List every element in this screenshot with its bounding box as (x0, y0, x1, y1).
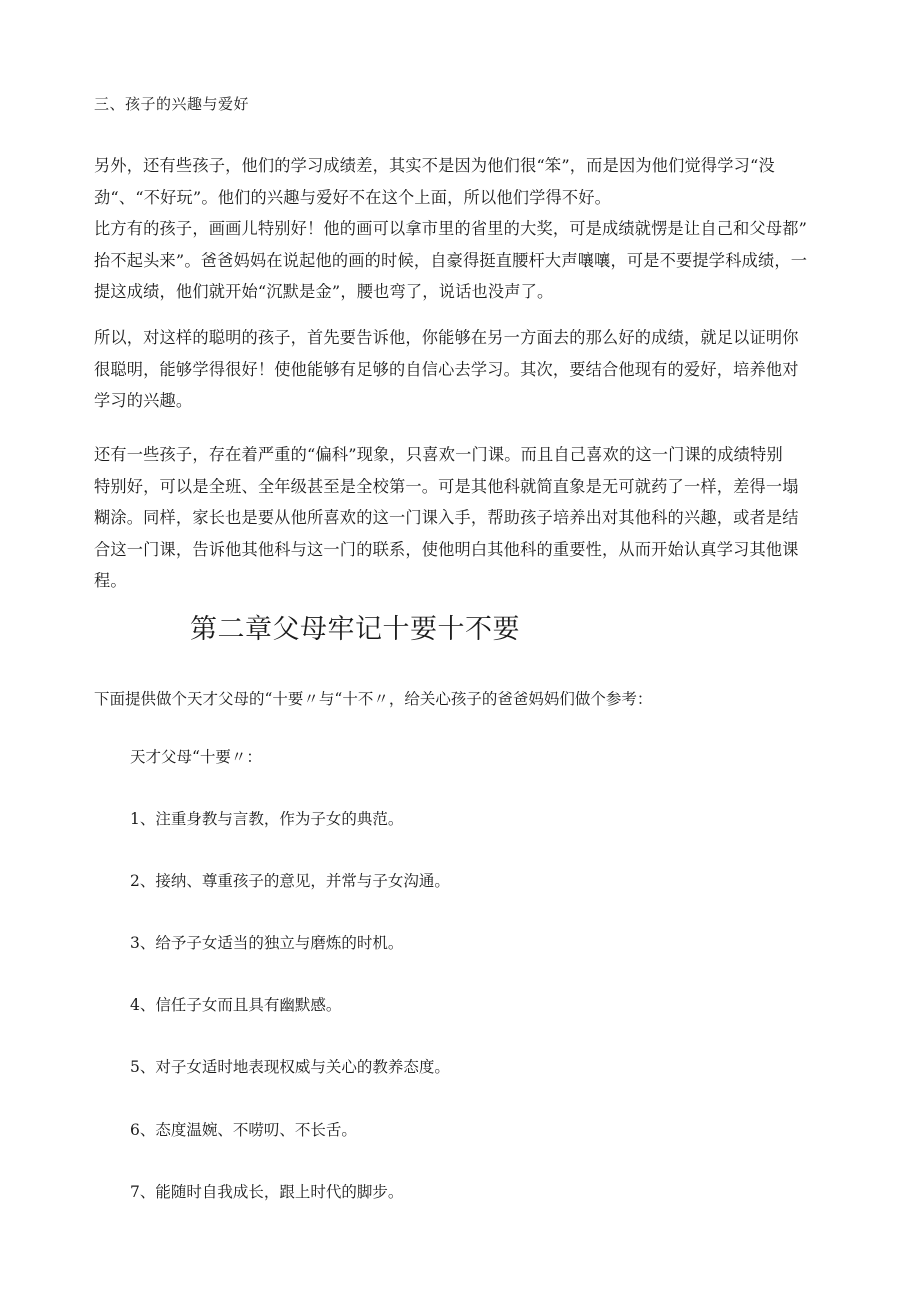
list-item: 4、信任子女而且具有幽默感。 (130, 996, 342, 1014)
list-item: 5、对子女适时地表现权威与关心的教养态度。 (130, 1058, 450, 1076)
paragraph-line: 还有一些孩子，存在着严重的“偏科”现象，只喜欢一门课。而且自己喜欢的这一门课的成绩特别 (94, 445, 783, 464)
list-item: 2、接纳、尊重孩子的意见，并常与子女沟通。 (130, 872, 450, 890)
paragraph-line: 学习的兴趣。 (94, 391, 193, 410)
paragraph-smart-children (94, 322, 834, 417)
list-item: 7、能随时自我成长，跟上时代的脚步。 (130, 1183, 404, 1201)
paragraph-line: 比方有的孩子，画画儿特别好！他的画可以拿市里的省里的大奖，可是成绩就愣是让自己和父母都” (94, 219, 808, 238)
list-item: 1、注重身教与言教，作为子女的典范。 (130, 810, 404, 828)
paragraph-line: 糊涂。同样，家长也是要从他所喜欢的这一门课入手，帮助孩子培养出对其他科的兴趣，或者是结 (94, 508, 799, 527)
section-heading: 三、孩子的兴趣与爱好 (94, 95, 250, 113)
paragraph-line: 抬不起头来”。爸爸妈妈在说起他的画的时候，自豪得挺直腰杆大声嚷嚷，可是不要提学科成绩，一 (94, 250, 808, 270)
intro-text: 下面提供做个天才父母的“十要〃与“十不〃，给关心孩子的爸爸妈妈们做个参考： (94, 690, 653, 708)
paragraph-line: 提这成绩，他们就开始“沉默是金”，腰也弯了，说话也没声了。 (94, 282, 554, 301)
paragraph-interests (94, 150, 834, 308)
paragraph-line: 特别好，可以是全班、全年级甚至是全校第一。可是其他科就简直象是无可就药了一样，差得一塌 (94, 476, 799, 496)
paragraph-line: 合这一门课，告诉他其他科与这一门的联系，使他明白其他科的重要性，从而开始认真学习其他课 (94, 539, 799, 559)
paragraph-line: 另外，还有些孩子，他们的学习成绩差，其实不是因为他们很“笨”，而是因为他们觉得学习“没 (94, 156, 775, 175)
paragraph-line: 很聪明，能够学得很好！使他能够有足够的自信心去学习。其次，要结合他现有的爱好，培养他对 (94, 359, 799, 379)
list-item: 3、给予子女适当的独立与磨炼的时机。 (130, 934, 404, 952)
paragraph-line: 程。 (94, 571, 127, 590)
paragraph-line: 劲“、“不好玩”。他们的兴趣与爱好不在这个上面，所以他们学得不好。 (94, 187, 612, 207)
list-item: 6、态度温婉、不唠叨、不长舌。 (130, 1121, 357, 1139)
list-heading: 天才父母“十要〃： (130, 748, 262, 766)
paragraph-subject-bias (94, 439, 834, 597)
chapter-title: 第二章父母牢记十要十不要 (190, 614, 520, 645)
paragraph-line: 所以，对这样的聪明的孩子，首先要告诉他，你能够在另一方面去的那么好的成绩，就足以证明你 (94, 328, 799, 347)
